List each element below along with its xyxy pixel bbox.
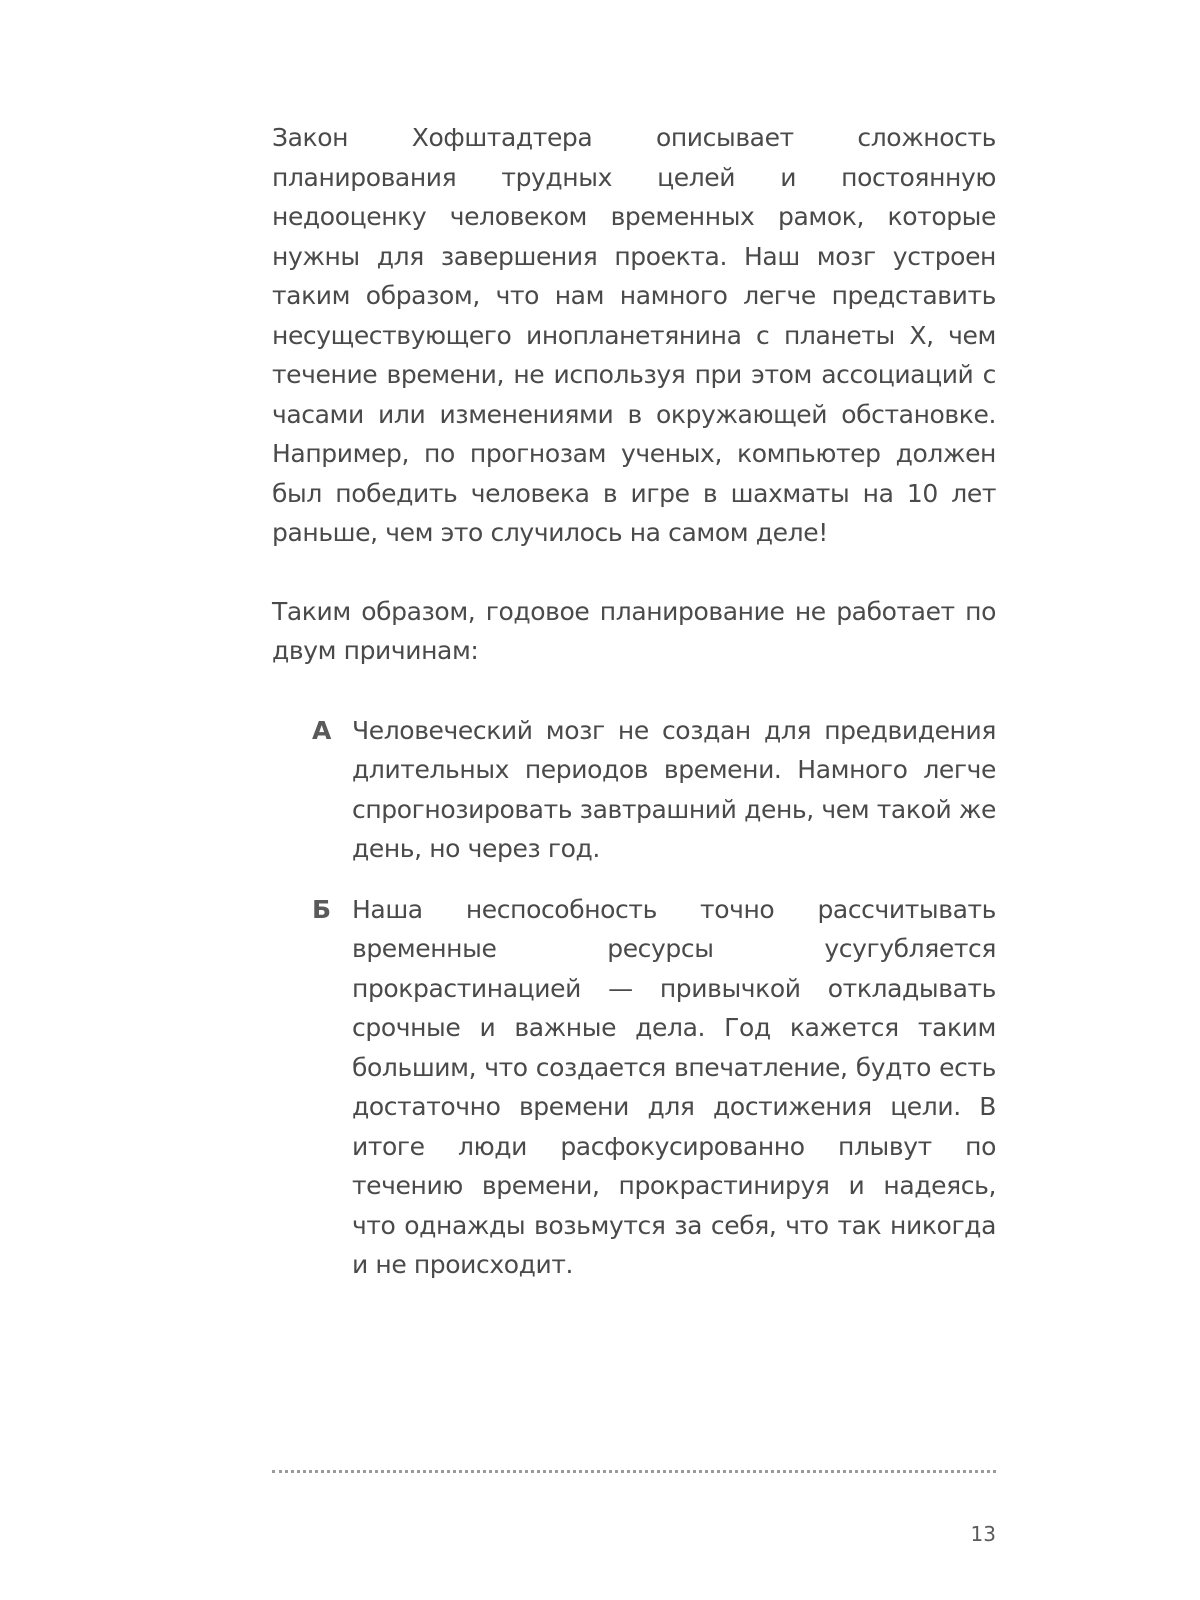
list-item [272, 711, 996, 869]
page-number: 13 [970, 1522, 996, 1546]
reasons-list [272, 711, 996, 1285]
list-item-text: Наша неспособность точно рассчитывать временные ресурсы усугубляется прокрастинацией — привычкой откладывать срочные и важные дела. Год кажется таким большим, что создается впечатление, будто есть достаточно времени для достижения цели. В итоге люди расфокусированно плывут по течению времени, прокрастинируя и надеясь, что однажды возьмутся за себя, что так никогда и не происходит. [352, 894, 996, 1279]
paragraph-hofstadter-law: Закон Хофштадтера описывает сложность планирования трудных целей и постоянную недооценку человеком временных рамок, которые нужны для завершения проекта. Наш мозг устроен таким образом, что нам намного легче представить несуществующего инопланетянина с планеты Х, чем течение времени, не используя при этом ассоциаций с часами или изменениями в окружающей обстановке. Например, по прогнозам ученых, компьютер должен был победить человека в игре в шахматы на 10 лет раньше, чем это случилось на самом деле! [272, 123, 996, 547]
page-body [272, 118, 996, 1306]
list-item [272, 890, 996, 1285]
paragraph-annual-planning: Таким образом, годовое планирование не работает по двум причинам: [272, 596, 996, 665]
footer-divider [272, 1470, 996, 1473]
list-item-text: Человеческий мозг не создан для предвидения длительных периодов времени. Намного легче спрогнозировать завтрашний день, чем такой же день, но через год. [352, 715, 996, 863]
list-marker: А [312, 715, 332, 745]
list-marker: Б [312, 894, 332, 924]
